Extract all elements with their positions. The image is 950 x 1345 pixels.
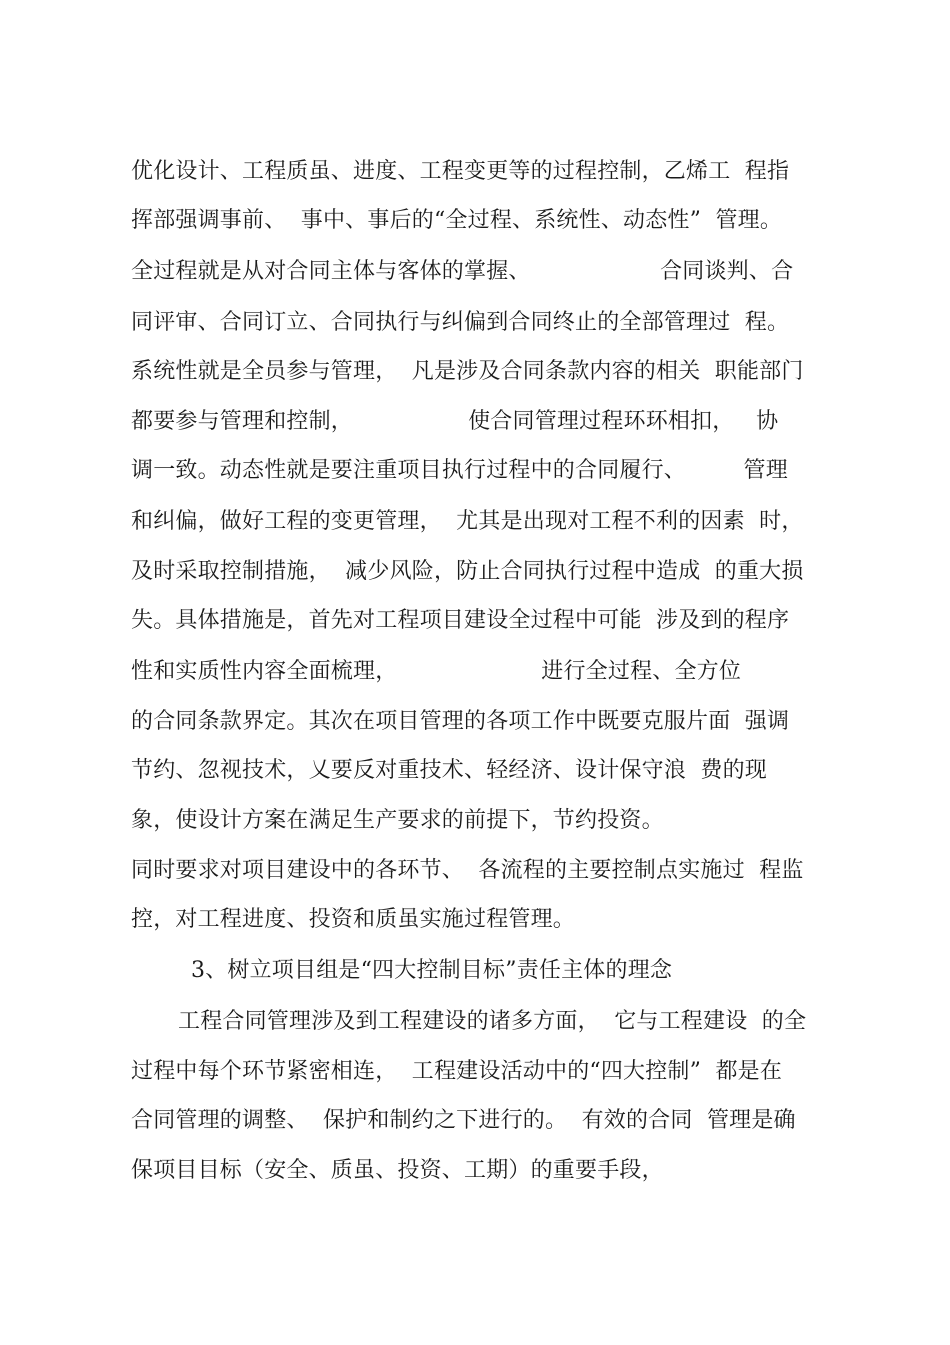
- paragraph-line: 都要参与管理和控制， 使合同管理过程环环相扣， 协: [131, 409, 779, 434]
- paragraph-line: 失。具体措施是，首先对工程项目建设全过程中可能 涉及到的程序: [131, 608, 790, 633]
- paragraph-line: 的合同条款界定。其次在项目管理的各项工作中既要克服片面 强调: [131, 709, 790, 734]
- paragraph-line: 同评审、合同订立、合同执行与纠偏到合同终止的全部管理过 程。: [131, 310, 790, 335]
- section-heading: 3、树立项目组是“四大控制目标”责任主体的理念: [191, 958, 673, 983]
- paragraph-line: 系统性就是全员参与管理， 凡是涉及合同条款内容的相关 职能部门: [131, 359, 804, 384]
- paragraph-line: 合同管理的调整、 保护和制约之下进行的。 有效的合同 管理是确: [131, 1108, 796, 1133]
- paragraph-line: 优化设计、工程质虽、进度、工程变更等的过程控制，乙烯工 程指: [131, 159, 790, 184]
- paragraph-line: 保项目目标（安全、质虽、投资、工期）的重要手段，: [131, 1158, 664, 1183]
- paragraph-line: 及时采取控制措施， 减少风险，防止合同执行过程中造成 的重大损: [131, 559, 804, 584]
- paragraph-line: 控，对工程进度、投资和质虽实施过程管理。: [131, 907, 576, 932]
- paragraph-line: 象，使设计方案在满足生产要求的前提下，节约投资。: [131, 808, 664, 833]
- paragraph-line: 性和实质性内容全面梳理， 进行全过程、全方位: [131, 659, 742, 684]
- paragraph-line: 挥部强调事前、 事中、事后的“全过程、系统性、动态性” 管理。: [131, 208, 783, 233]
- paragraph-line: 全过程就是从对合同主体与客体的掌握、 合同谈判、合: [131, 259, 794, 284]
- paragraph-line: 节约、忽视技术，乂要反对重技术、轻经济、设计保守浪 费的现: [131, 758, 767, 783]
- paragraph-line: 同时要求对项目建设中的各环节、 各流程的主要控制点实施过 程监: [131, 858, 804, 883]
- paragraph-line: 调一致。动态性就是要注重项目执行过程中的合同履行、 管理: [131, 458, 788, 483]
- paragraph-line: 工程合同管理涉及到工程建设的诸多方面， 它与工程建设 的全: [178, 1009, 807, 1034]
- paragraph-line: 和纠偏，做好工程的变更管理， 尤其是出现对工程不利的因素 时，: [131, 509, 804, 534]
- paragraph-line: 过程中每个环节紧密相连， 工程建设活动中的“四大控制” 都是在: [131, 1059, 783, 1084]
